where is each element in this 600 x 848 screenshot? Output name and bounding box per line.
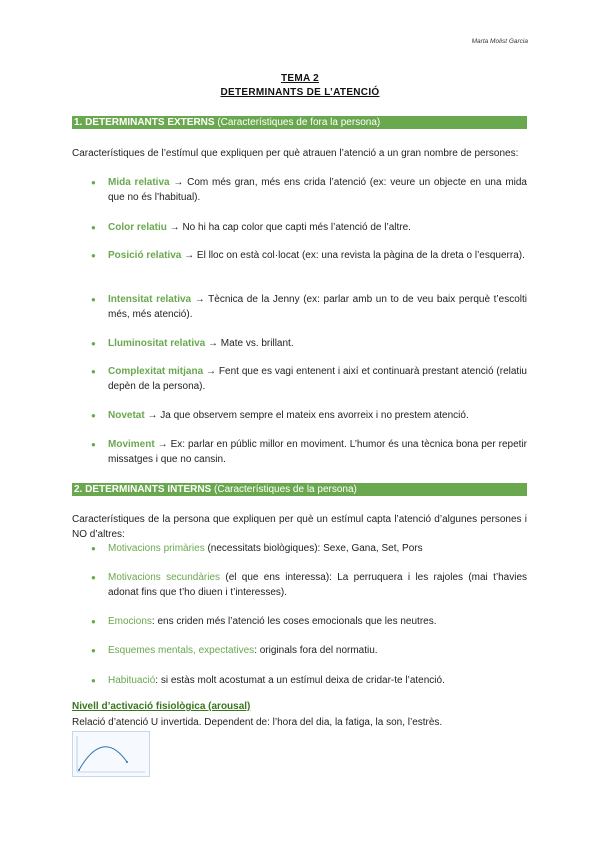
list-item: ● Novetat → Ja que observem sempre el mateix ens avorreix i no prestem atenció. (91, 410, 469, 421)
section-intro-interns: Característiques de la persona que expliquen per què un estímul capta l’atenció d’algunes persones i NO d’altres: (72, 514, 527, 540)
bullet-icon: ● (91, 676, 96, 685)
list-item: ● Posició relativa → El lloc on està col·locat (ex: una revista la pàgina de la dreta o l’esquerra). (91, 250, 525, 261)
list-item: ● Mida relativa → Com més gran, més ens crida l’atenció (ex: veure un objecte en una mida que no és l’habitual). (91, 177, 527, 203)
bullet-icon: ● (91, 367, 96, 376)
author-name: Marta Molist Garcia (471, 38, 528, 45)
subsection-heading: Nivell d’activació fisiològica (arousal) (72, 701, 251, 712)
bullet-icon: ● (91, 440, 96, 449)
inverted-u-figure (72, 731, 150, 777)
bullet-icon: ● (91, 295, 96, 304)
list-item: ● Motivacions secundàries (el que ens interessa): La perruquera i les rajoles (mai t’havies adonat fins que t’ho diuen i t’interesses). (91, 572, 527, 598)
list-item: ● Motivacions primàries (necessitats biològiques): Sexe, Gana, Set, Pors (91, 543, 423, 554)
bullet-icon: ● (91, 573, 96, 582)
topic-number: TEMA 2 (280, 73, 320, 84)
list-item: ● Emocions: ens criden més l’atenció les coses emocionals que les neutres. (91, 616, 437, 627)
section-heading-externs: 1. DETERMINANTS EXTERNS (Característiques de fora la persona) (72, 116, 527, 129)
list-item: ● Color relatiu → No hi ha cap color que capti més l’atenció de l’altre. (91, 222, 411, 233)
bullet-icon: ● (91, 544, 96, 553)
section-heading-interns: 2. DETERMINANTS INTERNS (Característiques de la persona) (72, 483, 527, 496)
bullet-icon: ● (91, 251, 96, 260)
list-item: ● Habituació: si estàs molt acostumat a un estímul deixa de cridar-te l’atenció. (91, 675, 445, 686)
list-item: ● Complexitat mitjana → Fent que es vagi entenent i així et continuarà prestant atenció (relatiu depèn de la persona). (91, 366, 527, 392)
list-item: ● Moviment → Ex: parlar en públic millor en moviment. L’humor és una tècnica bona per repetir missatges i que no cansin. (91, 439, 527, 465)
subsection-text: Relació d’atenció U invertida. Dependent de: l’hora del dia, la fatiga, la son, l’estrès. (72, 717, 443, 728)
list-item: ● Esquemes mentals, expectatives: originals fora del normatiu. (91, 645, 378, 656)
bullet-icon: ● (91, 411, 96, 420)
bullet-icon: ● (91, 339, 96, 348)
list-item: ● Lluminositat relativa → Mate vs. brillant. (91, 338, 294, 349)
inverted-u-curve-graphic (73, 732, 149, 776)
bullet-icon: ● (91, 223, 96, 232)
section-intro-externs: Característiques de l’estímul que expliquen per què atrauen l’atenció a un gran nombre de persones: (72, 148, 519, 159)
bullet-icon: ● (91, 178, 96, 187)
bullet-icon: ● (91, 646, 96, 655)
page-title: DETERMINANTS DE L’ATENCIÓ (220, 87, 380, 98)
bullet-icon: ● (91, 617, 96, 626)
list-item: ● Intensitat relativa → Tècnica de la Jenny (ex: parlar amb un to de veu baix perquè t’escolti més, més atenció). (91, 294, 527, 320)
